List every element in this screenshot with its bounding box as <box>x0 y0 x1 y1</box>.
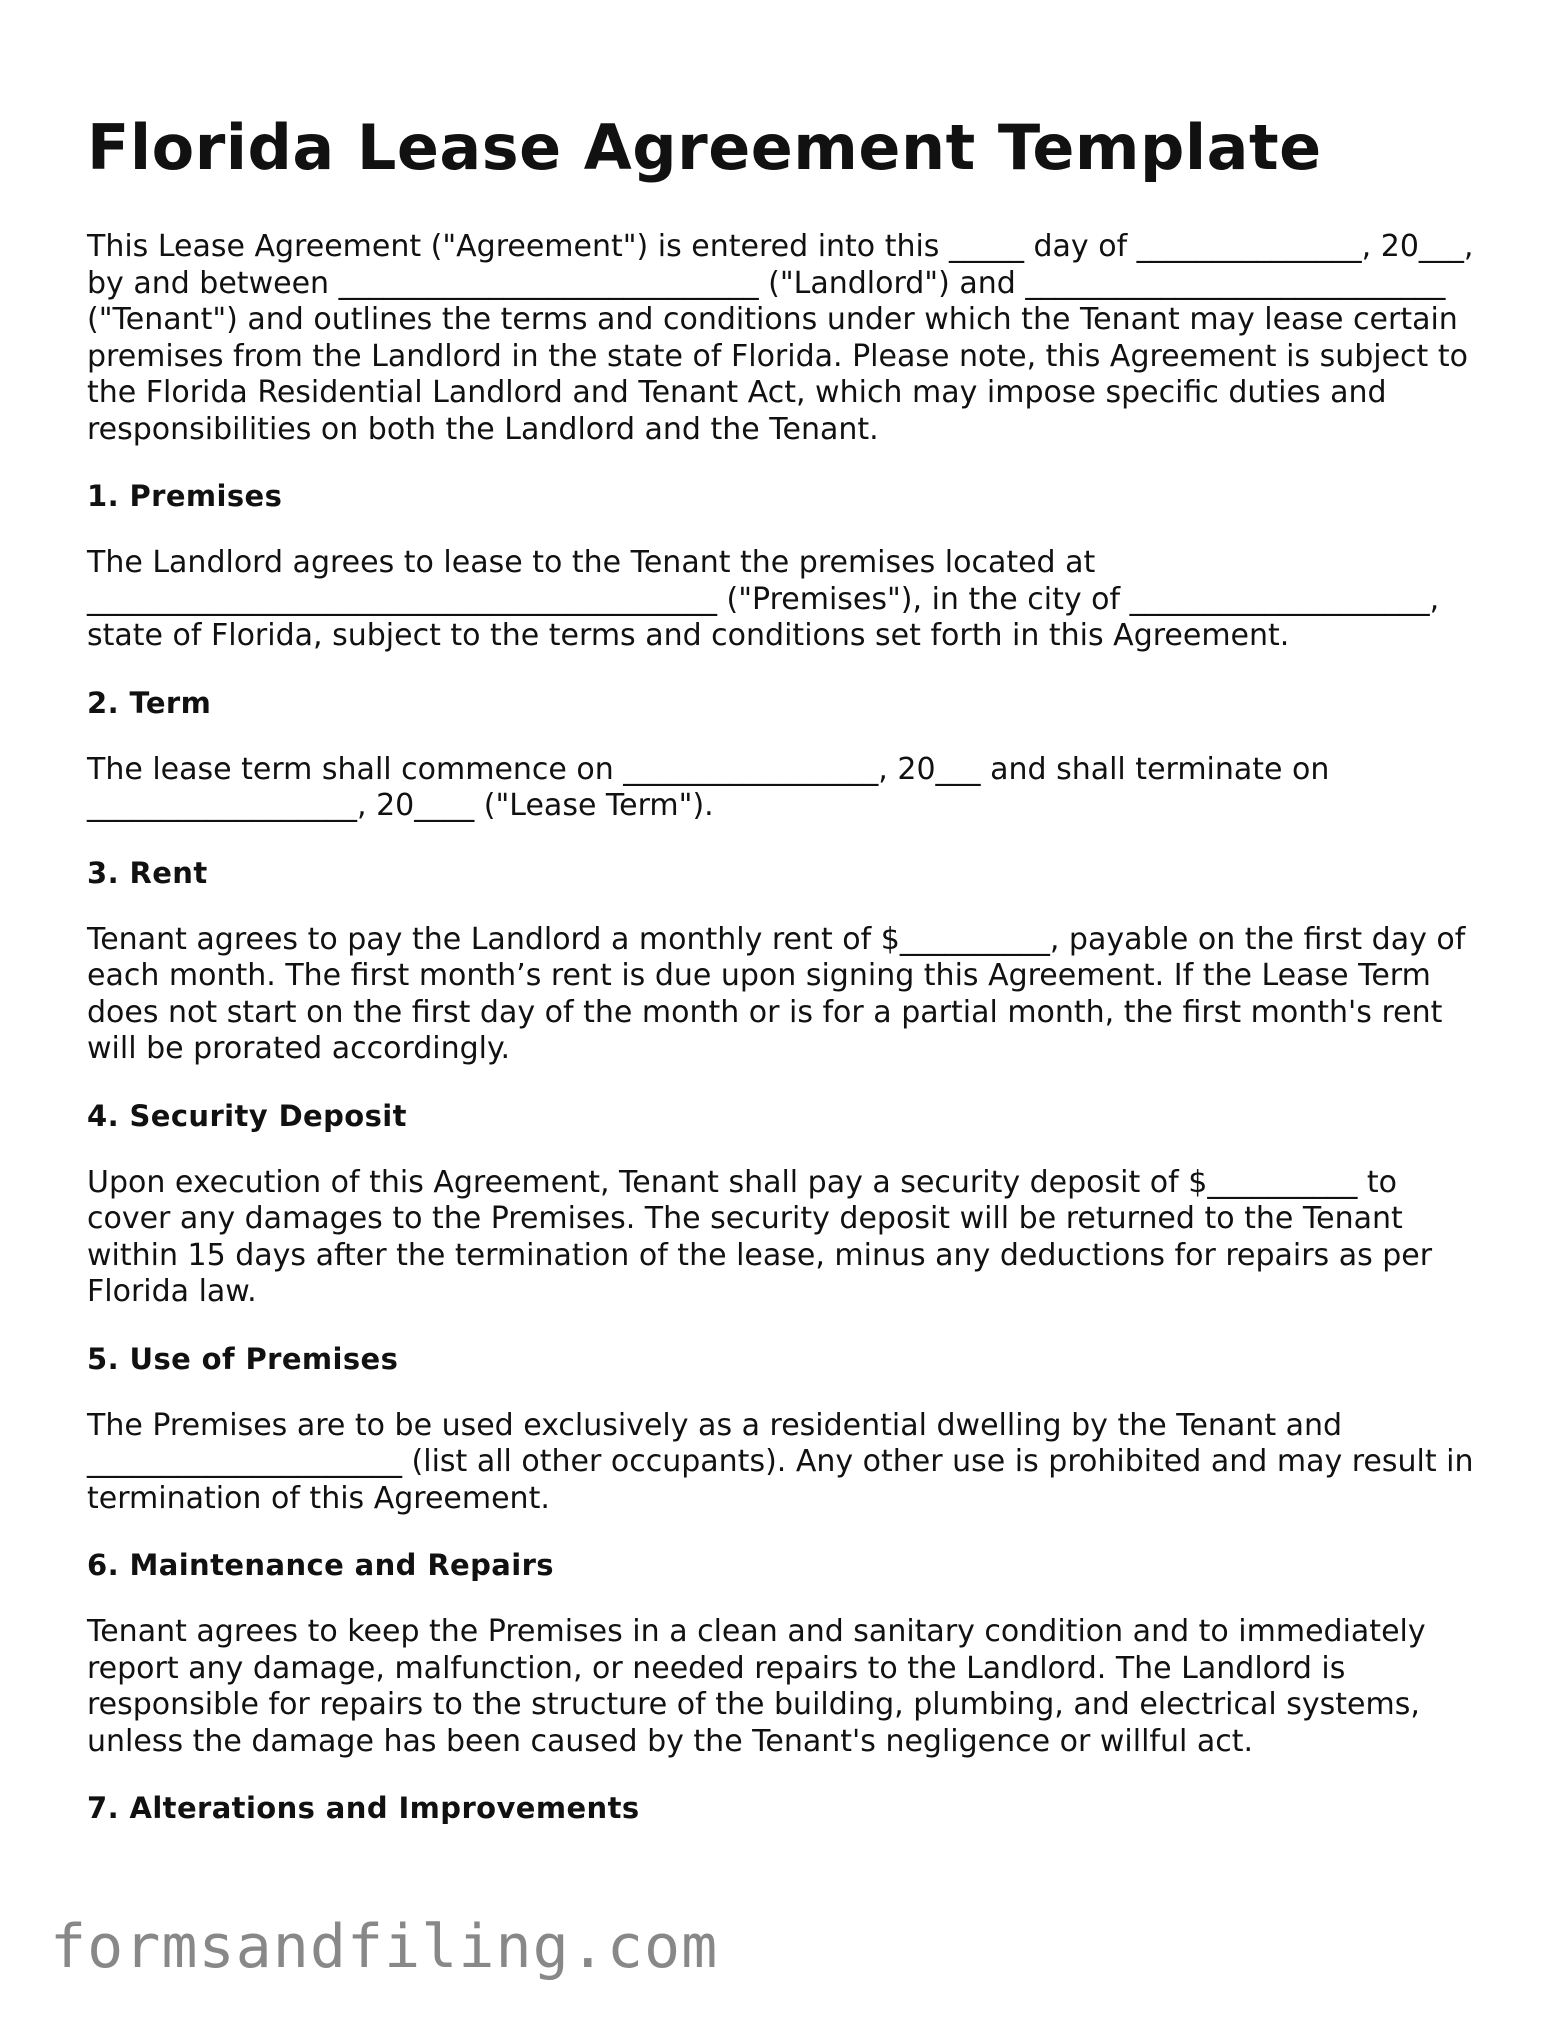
section-heading-use-of-premises: 5. Use of Premises <box>87 1341 399 1376</box>
document-title: Florida Lease Agreement Template <box>87 111 1322 184</box>
section-heading-rent: 3. Rent <box>87 855 208 890</box>
section-body-rent: Tenant agrees to pay the Landlord a monthly rent of $__________, payable on the first day of each month. The first month’s rent is due upon signing this Agreement. If the Lease Term does not start on the first day of the month or is for a partial month, the first month's rent will be prorated accordingly. <box>87 921 1466 1066</box>
section-heading-premises: 1. Premises <box>87 479 283 513</box>
section-body-term: The lease term shall commence on _________________, 20___ and shall terminate on __________________, 20____ ("Lease Term"). <box>87 751 1330 823</box>
section-body-security-deposit: Upon execution of this Agreement, Tenant shall pay a security deposit of $__________ to cover any damages to the Premises. The security deposit will be returned to the Tenant within 15 days after the termination of the lease, minus any deductions for repairs as per Florida law. <box>87 1164 1433 1309</box>
section-heading-maintenance: 6. Maintenance and Repairs <box>87 1548 554 1582</box>
intro-paragraph: This Lease Agreement ("Agreement") is entered into this _____ day of _______________, 20___, by and between ____________________________ ("Landlord") and ____________________________ ("Tenant") and outlines the terms and conditions under which the Tenant may lease certain premises from the Landlord in the state of Florida. Please note, this Agreement is subject to the Florida Residential Landlord and Tenant Act, which may impose specific duties and responsibilities on both the Landlord and the Tenant. <box>87 229 1474 447</box>
section-body-maintenance: Tenant agrees to keep the Premises in a clean and sanitary condition and to immediately report any damage, malfunction, or needed repairs to the Landlord. The Landlord is responsible for repairs to the structure of the building, plumbing, and electrical systems, unless the damage has been caused by the Tenant's negligence or willful act. <box>87 1614 1426 1759</box>
section-heading-security-deposit: 4. Security Deposit <box>87 1098 407 1133</box>
section-heading-term: 2. Term <box>87 685 212 720</box>
section-body-use-of-premises: The Premises are to be used exclusively as a residential dwelling by the Tenant and _____________________ (list all other occupants). Any other use is prohibited and may result in termination of this Agreement. <box>87 1407 1474 1516</box>
watermark-text: formsandfiling.com <box>50 1912 719 1982</box>
section-body-premises: The Landlord agrees to lease to the Tenant the premises located at __________________________________________ ("Premises"), in the city of ____________________, state of Florida, subject to the terms and conditions set forth in this Agreement. <box>87 545 1440 653</box>
document-page <box>87 107 1487 1857</box>
section-heading-alterations: 7. Alterations and Improvements <box>87 1791 640 1825</box>
